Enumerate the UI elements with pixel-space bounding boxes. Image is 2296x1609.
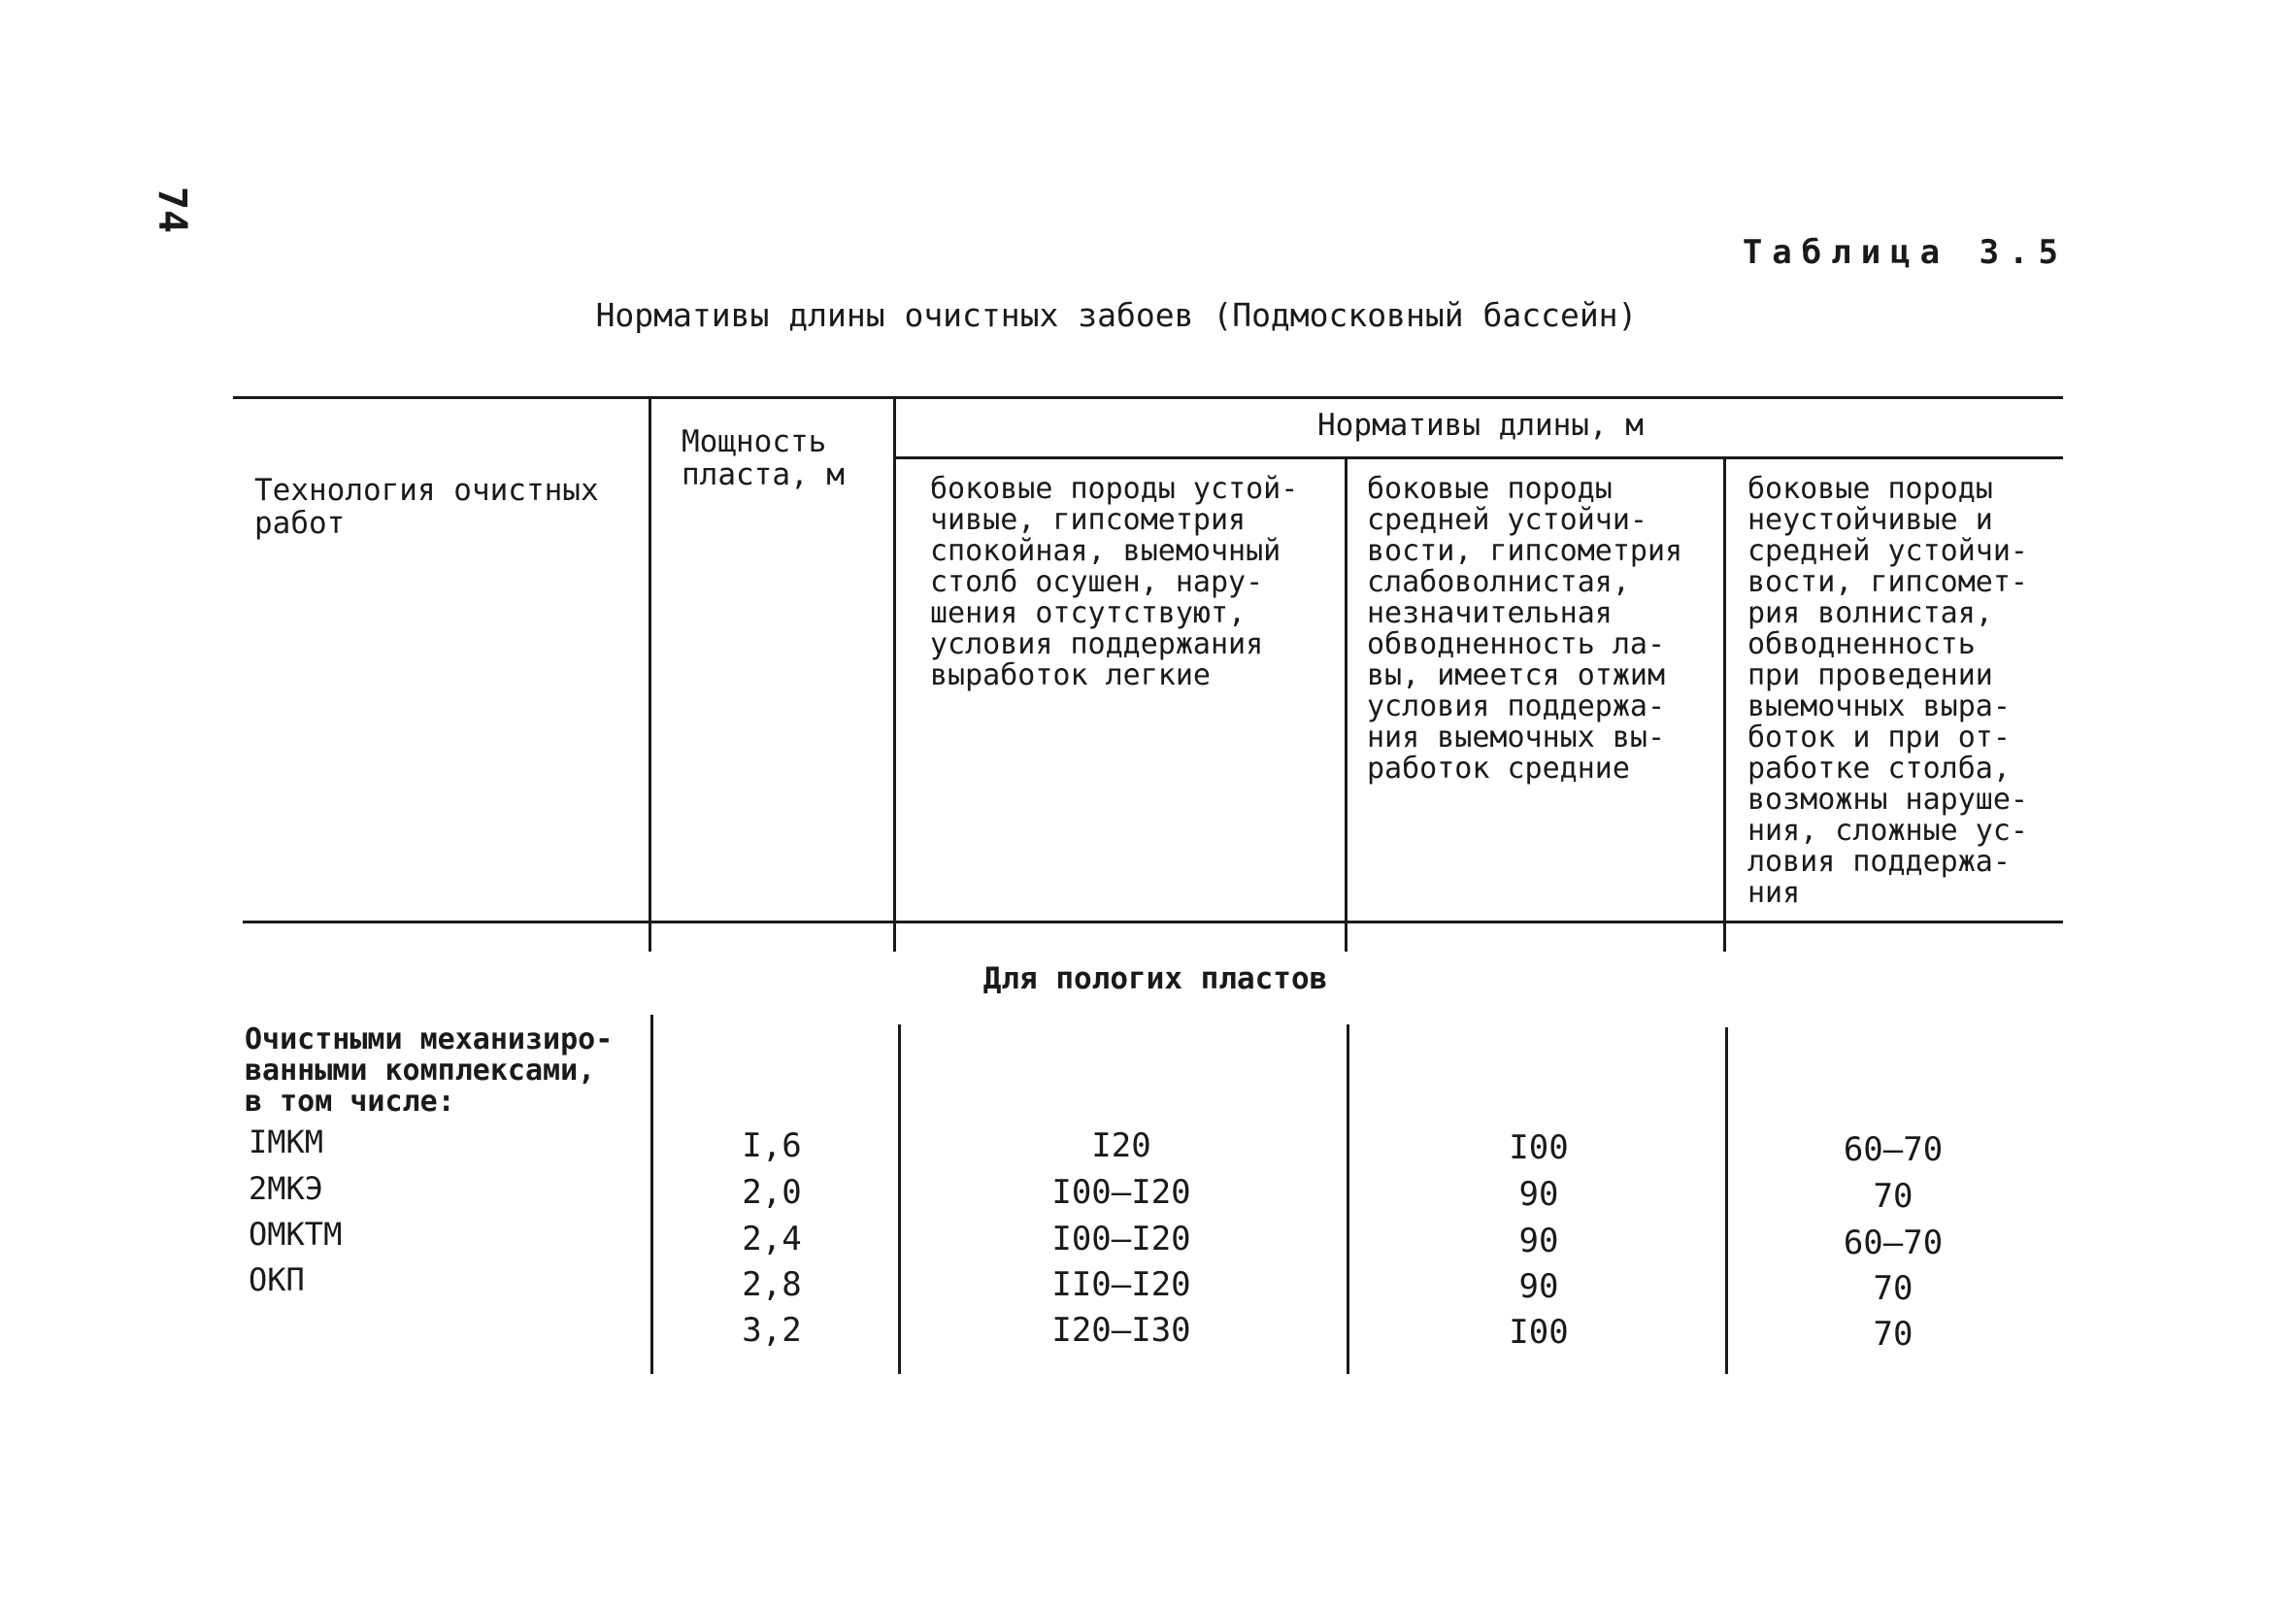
- header-condition-1: боковые породы устой- чивые, гипсометрия спокойная, выемочный столб осушен, нару- шения отсутствуют, условия поддержания выработок легкие: [930, 472, 1299, 692]
- col-divider-4-header: [1723, 458, 1726, 952]
- header-bottom-rule: [243, 921, 2063, 923]
- section-title: Для пологих пластов: [982, 961, 1328, 996]
- header-condition-3: боковые породы неустойчивые и средней устойчи- вости, гипсомет- рия волнистая, обводненность при проведении выемочных выра- боток и при от- работке столба, возможны наруше- ния, сложные ус- ловия поддержа- ния: [1747, 472, 2028, 910]
- header-condition-2: боковые породы средней устойчи- вости, гипсометрия слабоволнистая, незначительная обводненность ла- вы, имеется отжим условия поддержа- ния выемочных вы- работок средние: [1367, 472, 1683, 786]
- col-divider-1-body: [650, 1015, 653, 1374]
- row-1-cond2: I00: [1509, 1128, 1569, 1167]
- page-number: 74: [150, 186, 194, 234]
- row-2-cond2: 90: [1518, 1175, 1559, 1214]
- row-3-name: ОМКТМ: [249, 1216, 343, 1253]
- header-technology: Технология очистных работ: [254, 473, 599, 541]
- row-5-cond1: I20–I30: [1051, 1311, 1191, 1350]
- row-3-cond2: 90: [1518, 1222, 1559, 1260]
- row-3-thickness: 2,4: [742, 1220, 802, 1258]
- table-title: Нормативы длины очистных забоев (Подмосковный бассейн): [595, 296, 1638, 334]
- row-1-cond3: 60–70: [1843, 1130, 1944, 1169]
- header-norms-group: Нормативы длины, м: [1317, 408, 1644, 443]
- row-1-thickness: I,6: [742, 1126, 802, 1165]
- row-4-name: ОКП: [249, 1261, 305, 1298]
- col-divider-2-body: [898, 1024, 901, 1374]
- row-2-thickness: 2,0: [742, 1173, 802, 1212]
- row-4-cond1: II0–I20: [1051, 1265, 1191, 1304]
- col-divider-2-header: [893, 396, 896, 952]
- row-1-cond1: I20: [1091, 1126, 1151, 1165]
- row-3-cond1: I00–I20: [1051, 1220, 1191, 1258]
- col-divider-3-body: [1347, 1024, 1349, 1374]
- row-2-cond3: 70: [1873, 1177, 1913, 1216]
- group-label: Очистными механизиро- ванными комплексами, в том числе:: [245, 1022, 614, 1119]
- col-divider-3-header: [1345, 458, 1348, 952]
- row-4-cond3: 70: [1873, 1269, 1913, 1308]
- row-5-thickness: 3,2: [742, 1311, 802, 1350]
- row-4-thickness: 2,8: [742, 1265, 802, 1304]
- norms-subheader-rule: [893, 456, 2063, 459]
- table-top-rule: [233, 396, 2063, 399]
- row-2-name: 2МКЭ: [249, 1170, 324, 1207]
- table-label: Таблица 3.5: [1742, 233, 2068, 272]
- header-thickness: Мощность пласта, м: [682, 424, 845, 492]
- col-divider-4-body: [1725, 1027, 1728, 1374]
- col-divider-1-header: [649, 396, 651, 952]
- row-5-cond2: I00: [1509, 1313, 1569, 1352]
- row-5-cond3: 70: [1873, 1315, 1913, 1354]
- row-2-cond1: I00–I20: [1051, 1173, 1191, 1212]
- row-1-name: IМКМ: [249, 1123, 324, 1160]
- row-3-cond3: 60–70: [1843, 1224, 1944, 1262]
- row-4-cond2: 90: [1518, 1267, 1559, 1306]
